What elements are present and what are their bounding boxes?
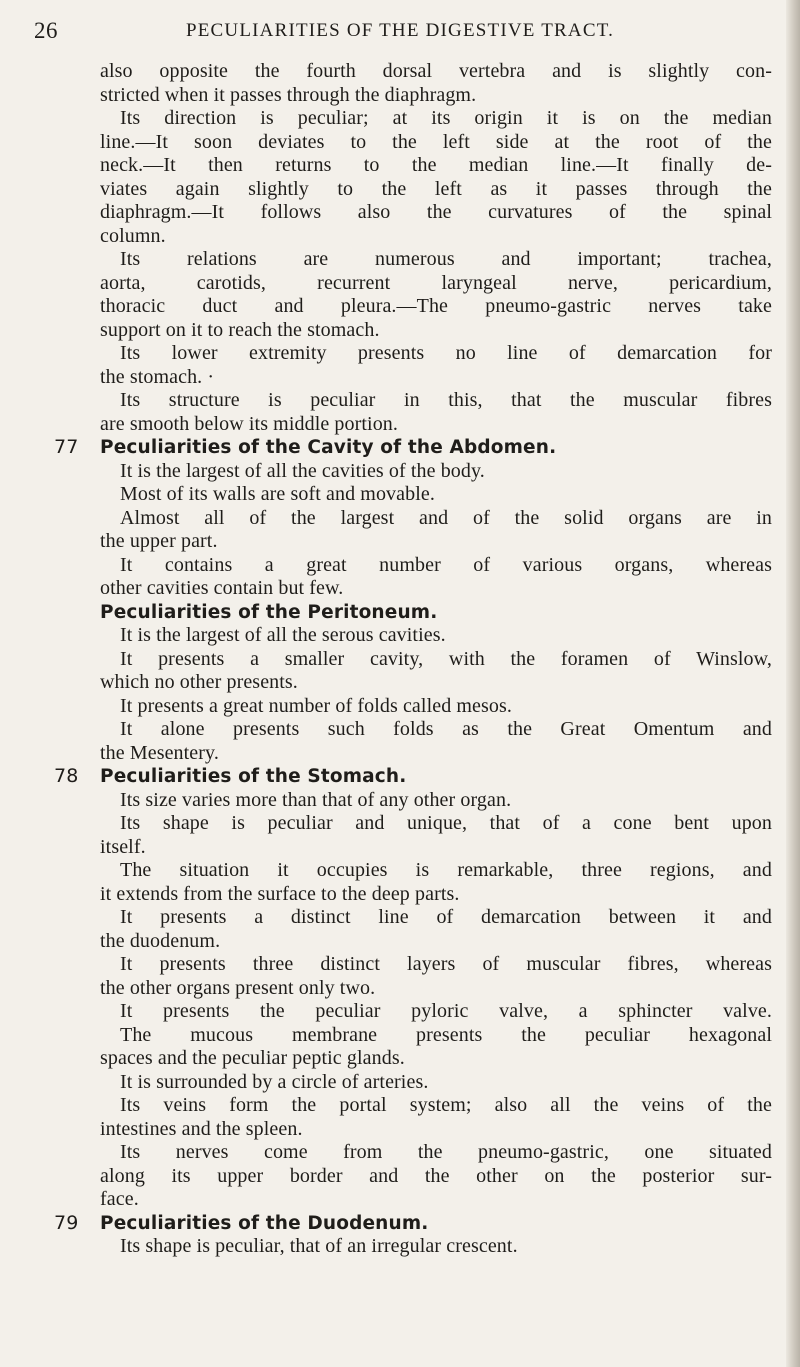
line-text: the stomach. · [100, 365, 215, 388]
text-line [100, 1235, 772, 1259]
text-line [100, 1165, 772, 1189]
paragraph-number: 79 [54, 1211, 79, 1234]
line-text: The situation it occupies is remarkable, three regions, and [120, 859, 772, 881]
line-text: It is surrounded by a circle of arteries. [120, 1070, 429, 1093]
line-text: stricted when it passes through the diaphragm. [100, 83, 477, 106]
line-text: It presents a distinct line of demarcation between it and [120, 906, 772, 928]
line-text: Its relations are numerous and important; trachea, [120, 248, 772, 270]
text-line [100, 1094, 772, 1118]
text-line [100, 1024, 772, 1048]
running-title: PECULIARITIES OF THE DIGESTIVE TRACT. [185, 20, 615, 41]
page-number: 26 [34, 18, 58, 43]
page-spine-shadow [786, 0, 800, 1367]
line-text: It presents a smaller cavity, with the foramen of Winslow, [120, 647, 772, 670]
text-line [100, 295, 772, 319]
text-line [100, 272, 772, 296]
section-heading [54, 1211, 772, 1236]
line-text: Its nerves come from the pneumo-gastric, one situated [120, 1141, 772, 1163]
text-line [100, 577, 772, 601]
text-line [100, 201, 772, 225]
text-line [100, 107, 772, 131]
text-line [100, 554, 772, 578]
text-line [100, 624, 772, 648]
text-line [100, 695, 772, 719]
text-line [100, 342, 772, 366]
line-text: intestines and the spleen. [100, 1117, 303, 1140]
line-text: Peculiarities of the Stomach. [100, 766, 407, 787]
text-line [100, 248, 772, 272]
line-text: viates again slightly to the left as it passes through the [100, 177, 772, 200]
line-text: It presents a great number of folds called mesos. [120, 694, 512, 717]
line-text: diaphragm.—It follows also the curvatures of the spinal [100, 201, 772, 223]
line-text: The mucous membrane presents the peculiar hexagonal [120, 1023, 772, 1046]
text-line [100, 1141, 772, 1165]
text-line [100, 319, 772, 343]
text-line [100, 718, 772, 742]
line-text: Its direction is peculiar; at its origin it is on the median [120, 107, 772, 129]
text-line [100, 1188, 772, 1212]
text-line [100, 60, 772, 84]
text-line [100, 671, 772, 695]
line-text: the other organs present only two. [100, 976, 376, 999]
line-text: thoracic duct and pleura.—The pneumo-gastric nerves take [100, 295, 772, 317]
line-text: Peculiarities of the Cavity of the Abdomen. [100, 437, 557, 458]
text-line [100, 413, 772, 437]
text-line [100, 507, 772, 531]
line-text: Its veins form the portal system; also all the veins of the [120, 1094, 772, 1116]
line-text: Its shape is peculiar, that of an irregular crescent. [120, 1235, 518, 1257]
text-line [100, 930, 772, 954]
text-line [100, 953, 772, 977]
running-head [0, 16, 800, 46]
line-text: line.—It soon deviates to the left side at the root of the [100, 130, 772, 153]
line-text: Most of its walls are soft and movable. [120, 483, 435, 505]
text-line [100, 859, 772, 883]
line-text: Almost all of the largest and of the solid organs are in [120, 506, 772, 529]
line-text: Its shape is peculiar and unique, that of a cone bent upon [120, 812, 772, 834]
line-text: aorta, carotids, recurrent laryngeal nerve, pericardium, [100, 271, 772, 294]
text-line [100, 131, 772, 155]
line-text: other cavities contain but few. [100, 577, 344, 599]
text-line [100, 1071, 772, 1095]
page-text [54, 60, 772, 1259]
text-line [100, 742, 772, 766]
text-line [100, 906, 772, 930]
text-line [100, 483, 772, 507]
line-text: the upper part. [100, 530, 218, 552]
line-text: Peculiarities of the Duodenum. [100, 1212, 429, 1234]
line-text: the duodenum. [100, 929, 221, 952]
line-text: support on it to reach the stomach. [100, 318, 380, 341]
line-text: It presents the peculiar pyloric valve, a sphincter valve. [120, 1000, 772, 1022]
text-line [100, 812, 772, 836]
line-text: It is the largest of all the serous cavities. [120, 624, 446, 646]
text-line [100, 366, 772, 390]
text-line [100, 84, 772, 108]
section-heading [54, 765, 772, 789]
section-heading [100, 601, 772, 625]
text-line [100, 883, 772, 907]
line-text: It presents three distinct layers of muscular fibres, whereas [120, 953, 772, 975]
text-line [100, 178, 772, 202]
line-text: are smooth below its middle portion. [100, 412, 399, 435]
line-text: It is the largest of all the cavities of the body. [120, 459, 485, 482]
line-text: spaces and the peculiar peptic glands. [100, 1047, 405, 1069]
line-text: It contains a great number of various organs, whereas [120, 553, 772, 576]
line-text: Its lower extremity presents no line of demarcation for [120, 342, 772, 364]
line-text: face. [100, 1188, 139, 1210]
line-text: itself. [100, 835, 146, 858]
line-text: column. [100, 224, 166, 247]
section-heading [54, 436, 772, 460]
text-line [100, 389, 772, 413]
text-line [100, 225, 772, 249]
line-text: also opposite the fourth dorsal vertebra and is slightly con- [100, 60, 772, 82]
text-line [100, 530, 772, 554]
line-text: Its size varies more than that of any other organ. [120, 788, 512, 811]
text-line [100, 977, 772, 1001]
line-text: it extends from the surface to the deep parts. [100, 882, 460, 905]
line-text: It alone presents such folds as the Great Omentum and [120, 718, 772, 740]
text-line [100, 1047, 772, 1071]
line-text: which no other presents. [100, 671, 298, 693]
line-text: neck.—It then returns to the median line.—It finally de- [100, 154, 772, 176]
paragraph-number: 78 [54, 765, 79, 787]
text-line [100, 460, 772, 484]
text-line [100, 154, 772, 178]
line-text: along its upper border and the other on the posterior sur- [100, 1164, 772, 1187]
text-line [100, 789, 772, 813]
line-text: the Mesentery. [100, 741, 219, 764]
text-line [100, 1118, 772, 1142]
paragraph-number: 77 [54, 436, 79, 458]
text-line [100, 1000, 772, 1024]
line-text: Peculiarities of the Peritoneum. [100, 601, 438, 623]
line-text: Its structure is peculiar in this, that the muscular fibres [120, 389, 772, 411]
text-line [100, 648, 772, 672]
text-line [100, 836, 772, 860]
